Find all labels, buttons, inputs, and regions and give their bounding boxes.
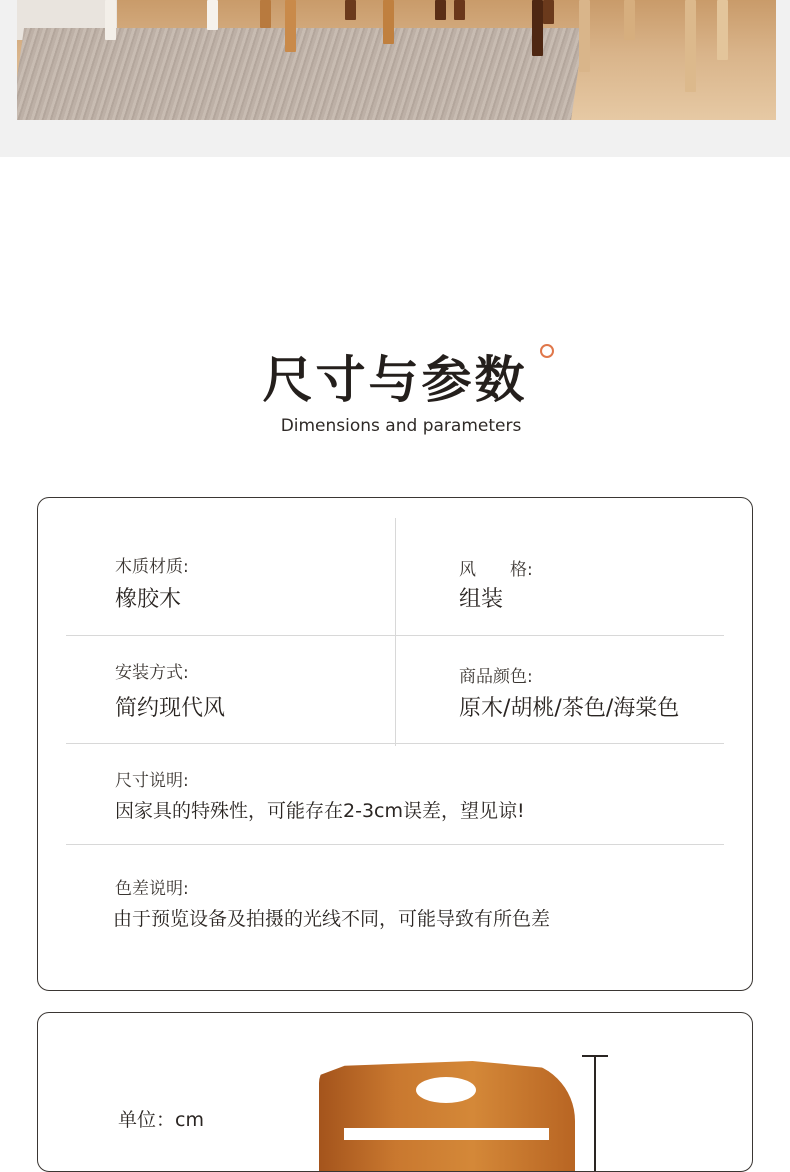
section-title: 尺寸与参数: [262, 351, 528, 409]
title-circle-decoration: [540, 344, 554, 358]
color-note-value: 由于预览设备及拍摄的光线不同，可能导致有所色差: [113, 908, 551, 930]
chair-leg: [383, 0, 394, 44]
install-value: 简约现代风: [115, 696, 226, 721]
chair-handle-hole: [416, 1077, 476, 1103]
chair-leg: [435, 0, 446, 20]
color-value: 原木/胡桃/茶色/海棠色: [459, 696, 680, 721]
chair-leg: [345, 0, 356, 20]
material-value: 橡胶木: [115, 587, 182, 612]
size-note-label: 尺寸说明:: [115, 771, 189, 791]
chair-leg: [532, 0, 543, 56]
chair-leg: [207, 0, 218, 30]
chair-leg: [105, 0, 116, 40]
row-divider: [66, 743, 724, 744]
unit-label: 单位：cm: [118, 1109, 204, 1131]
color-note-label: 色差说明:: [115, 879, 189, 899]
chair-leg: [579, 0, 590, 72]
chair-leg: [717, 0, 728, 60]
dimensions-card: [37, 1012, 753, 1172]
row-divider: [66, 635, 724, 636]
top-photo-band: [0, 0, 790, 157]
material-label: 木质材质:: [115, 557, 189, 577]
section-subtitle: Dimensions and parameters: [280, 416, 522, 436]
height-dimension-line: [594, 1055, 596, 1172]
style-label: 风 格:: [459, 560, 533, 580]
install-label: 安装方式:: [115, 663, 189, 683]
chair-leg: [285, 0, 296, 52]
chair-leg: [260, 0, 271, 28]
chair-leg: [624, 0, 635, 40]
product-photo: [17, 0, 776, 120]
parameters-card: [37, 497, 753, 991]
row-divider: [66, 844, 724, 845]
color-label: 商品颜色:: [459, 667, 533, 687]
column-divider: [395, 518, 396, 746]
chair-back-gap: [344, 1128, 549, 1140]
photo-rug: [17, 28, 584, 120]
chair-leg: [685, 0, 696, 92]
size-note-value: 因家具的特殊性，可能存在2-3cm误差，望见谅!: [115, 800, 525, 822]
style-value: 组装: [459, 587, 504, 612]
chair-leg: [454, 0, 465, 20]
chair-leg: [543, 0, 554, 24]
